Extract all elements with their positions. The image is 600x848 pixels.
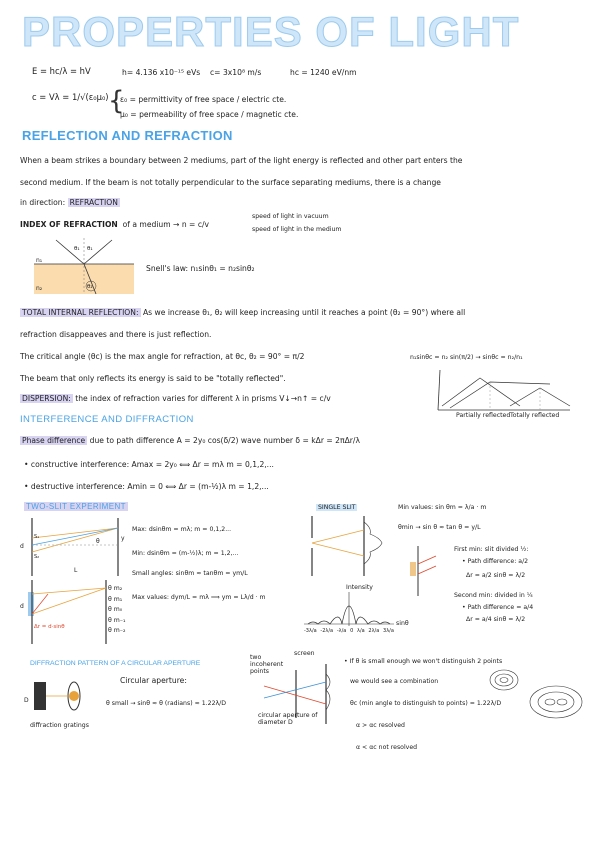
ray-4 [32, 588, 106, 614]
speed-formula: c = Vλ = 1/√(ε₀μ₀) [32, 92, 109, 102]
gratings-label: diffraction gratings [30, 722, 89, 729]
division-ray-2 [418, 566, 436, 574]
dispersion-label: DISPERSION: [22, 394, 71, 403]
first-path: • Path difference: a/2 [462, 558, 529, 565]
permittivity-definition: ε₀ = permittivity of free space / electric cte. [120, 95, 287, 104]
ring-b4 [557, 699, 567, 705]
reflection-para-3 [20, 198, 120, 207]
theta2-label: θ₂ [87, 284, 93, 290]
two-slit-heading-text: TWO-SLIT EXPERIMENT [26, 502, 126, 511]
permeability-definition: μ₀ = permeability of free space / magnetic cte. [120, 110, 299, 119]
reflection-heading: REFLECTION AND REFRACTION [22, 128, 233, 143]
refraction-highlight: REFRACTION [69, 198, 118, 207]
theta1-label-a: θ₁ [74, 246, 80, 252]
source-ray-2 [264, 682, 326, 698]
aperture-formula: θ small → sinθ ≈ θ (radians) ≈ 1.22λ/D [106, 700, 227, 707]
single-ray-2 [312, 543, 364, 556]
phase-label: Phase difference [22, 436, 86, 445]
second-equation: Δr = a/4 sinθ = λ/2 [466, 616, 526, 623]
constructive-line: • constructive interference: Amax = 2y₀ ⟺ Δr = mλ m = 0,1,2,... [24, 460, 274, 469]
first-min: First min: slit divided ½: [454, 546, 529, 553]
single-ray-1 [312, 530, 364, 543]
ray-3 [32, 588, 106, 594]
interference-heading: INTERFERENCE AND DIFFRACTION [20, 414, 194, 425]
first-equation: Δr = a/2 sinθ = λ/2 [466, 572, 526, 579]
d-label: d [20, 543, 24, 550]
D-label: D [24, 697, 29, 704]
index-formula: of a medium → n = c/v [122, 220, 210, 229]
snell-law: Snell's law: n₁sinθ₁ = n₂sinθ₂ [146, 264, 255, 273]
ring-b2 [538, 692, 574, 712]
theta-min: θmin → sin θ ≈ tan θ = y/L [398, 524, 481, 531]
ring-b3 [545, 699, 555, 705]
intensity-label: Intensity [346, 584, 373, 591]
aperture-label: Circular aperture: [120, 676, 187, 685]
n2-label: n₂ [36, 285, 43, 292]
two-slit-diagram-top [18, 518, 128, 576]
theta1-label-b: θ₁ [87, 246, 93, 252]
reflection-para-3-text: in direction: [20, 198, 66, 207]
energy-formula: E = hc/λ = hV [32, 66, 91, 76]
critical-equation: n₁sinθc = n₂ sin(π/2) → sinθc = n₂/n₁ [410, 354, 523, 361]
aperture-diameter-label: circular aperture of diameter D [258, 712, 318, 726]
aperture-block [34, 682, 46, 710]
single-min-values: Min values: sin θm = λ/a · m [398, 504, 487, 511]
reflected-ray [84, 240, 112, 264]
screen-label: screen [294, 650, 315, 657]
circular-diagram [24, 672, 104, 722]
two-slit-heading [24, 502, 128, 511]
path-difference-label: Δr = d·sinθ [34, 624, 65, 630]
division-ray-1 [418, 556, 436, 564]
index-label: INDEX OF REFRACTION [20, 220, 118, 229]
fringe-m0: θ m₀ [108, 606, 123, 613]
division-slit [410, 562, 416, 576]
single-slit-heading [316, 504, 357, 511]
dispersion-line [20, 394, 331, 403]
index-line [20, 220, 209, 229]
fringe-m-1: θ m₋₁ [108, 616, 126, 624]
ray-2 [32, 528, 118, 552]
airy-spot [69, 691, 79, 701]
critical-angle: The critical angle (θc) is the max angle for refraction, at θc, θ₂ = 90° = π/2 [20, 352, 305, 361]
tick-3: 0 [350, 628, 354, 634]
theta-label: θ [96, 538, 100, 545]
two-slit-max: Max: dsinθm = mλ; m = 0,1,2... [132, 526, 232, 533]
fringe-m2: θ m₂ [108, 585, 123, 592]
tick-5: 2λ/a [368, 628, 380, 634]
incident-ray [56, 240, 84, 264]
intensity-graph [304, 592, 394, 632]
second-min: Second min: divided in ¼ [454, 592, 533, 599]
not-resolved-label: α < αc not resolved [356, 744, 418, 751]
tick-2: -λ/a [336, 628, 347, 634]
phase-text: due to path difference A = 2y₀ cos(δ/2) wave number δ = kΔr = 2πΔr/λ [89, 436, 360, 445]
refracted-path [450, 382, 550, 408]
note-2: we would see a combination [350, 678, 439, 685]
reflection-para-1: When a beam strikes a boundary between 2 mediums, part of the light energy is reflected and other part enters the [20, 156, 463, 165]
two-slit-small-angles: Small angles: sinθm ≈ tanθm = ym/L [132, 570, 248, 577]
two-slit-min: Min: dsinθm = (m-½)λ; m = 1,2,... [132, 550, 239, 557]
partial-label: Partially reflected [456, 412, 511, 419]
diag-normal [438, 370, 440, 410]
resolved-label: α > αc resolved [356, 722, 405, 729]
fringe-list [108, 584, 126, 637]
two-slit-max-values: Max values: dym/L = mλ ⟹ ym = Lλ/d · m [132, 594, 266, 601]
L-label: L [74, 567, 78, 574]
index-v-note: speed of light in the medium [252, 226, 342, 233]
ring-a1 [490, 670, 518, 690]
tick-1: -2λ/a [320, 628, 334, 634]
intensity-curve [364, 522, 382, 564]
light-speed-constant: c= 3x10⁸ m/s [210, 68, 262, 77]
tir-line-1 [20, 308, 465, 317]
partial-ray [442, 378, 520, 406]
planck-constant: h= 4.136 x10⁻¹⁵ eVs [122, 68, 201, 77]
fringe-m-2: θ m₋₂ [108, 627, 126, 634]
page-title: PROPERTIES OF LIGHT [22, 8, 520, 55]
slit-division-diagram [400, 546, 440, 596]
single-slit-heading-text: SINGLE SLIT [318, 504, 356, 511]
source-ray-1 [264, 686, 326, 704]
s1-label: S₁ [34, 534, 40, 540]
tick-4: λ/a [356, 628, 365, 634]
intensity-ticks [304, 628, 394, 634]
resolution-rings [482, 666, 592, 726]
d-label-2: d [20, 603, 24, 610]
tick-0: -3λ/a [304, 628, 317, 634]
tick-6: 3λ/a [383, 628, 394, 634]
tir-text-2: refraction disappeaves and there is just reflection. [20, 330, 212, 339]
screen-pattern [326, 674, 330, 710]
total-reflection-text: The beam that only reflects its energy is said to be "totally reflected". [20, 374, 286, 383]
single-slit-diagram [306, 516, 386, 576]
note-1: • If θ is small enough we won't distinguish 2 points [344, 658, 503, 665]
sin-axis-label: sinθ [396, 620, 409, 627]
note-3: θc (min angle to distinguish to points) = 1.22λ/D [350, 700, 502, 707]
y-label: y [121, 535, 125, 542]
brace: { [108, 86, 125, 116]
tir-text-1: As we increase θ₁, θ₂ will keep increasing until it reaches a point (θ₂ = 90°) where all [142, 308, 466, 317]
second-path: • Path difference = a/4 [462, 604, 534, 611]
refraction-diagram [34, 238, 134, 298]
index-c-note: speed of light in vacuum [252, 213, 329, 220]
ring-a2 [495, 674, 513, 686]
n1-label: n₁ [36, 257, 43, 264]
circular-heading: DIFFRACTION PATTERN OF A CIRCULAR APERTURE [30, 660, 201, 667]
reflection-para-2: second medium. If the beam is not totally perpendicular to the surface separating mediums, there is a change [20, 178, 441, 187]
destructive-line: • destructive interference: Amin = 0 ⟺ Δr = (m-½)λ m = 1,2,... [24, 482, 269, 491]
tir-label: TOTAL INTERNAL REFLECTION: [22, 308, 139, 317]
dispersion-text: the index of refraction varies for different λ in prisms V↓→n↑ = c/v [75, 394, 331, 403]
ring-a3 [500, 678, 508, 683]
totally-label: Totally reflected [510, 412, 560, 419]
two-points-label: two incoherent points [250, 654, 284, 675]
s2-label: S₂ [34, 554, 40, 560]
hc-constant: hc = 1240 eV/nm [290, 68, 357, 77]
phase-line [20, 436, 360, 445]
fringe-m1: θ m₁ [108, 595, 123, 603]
